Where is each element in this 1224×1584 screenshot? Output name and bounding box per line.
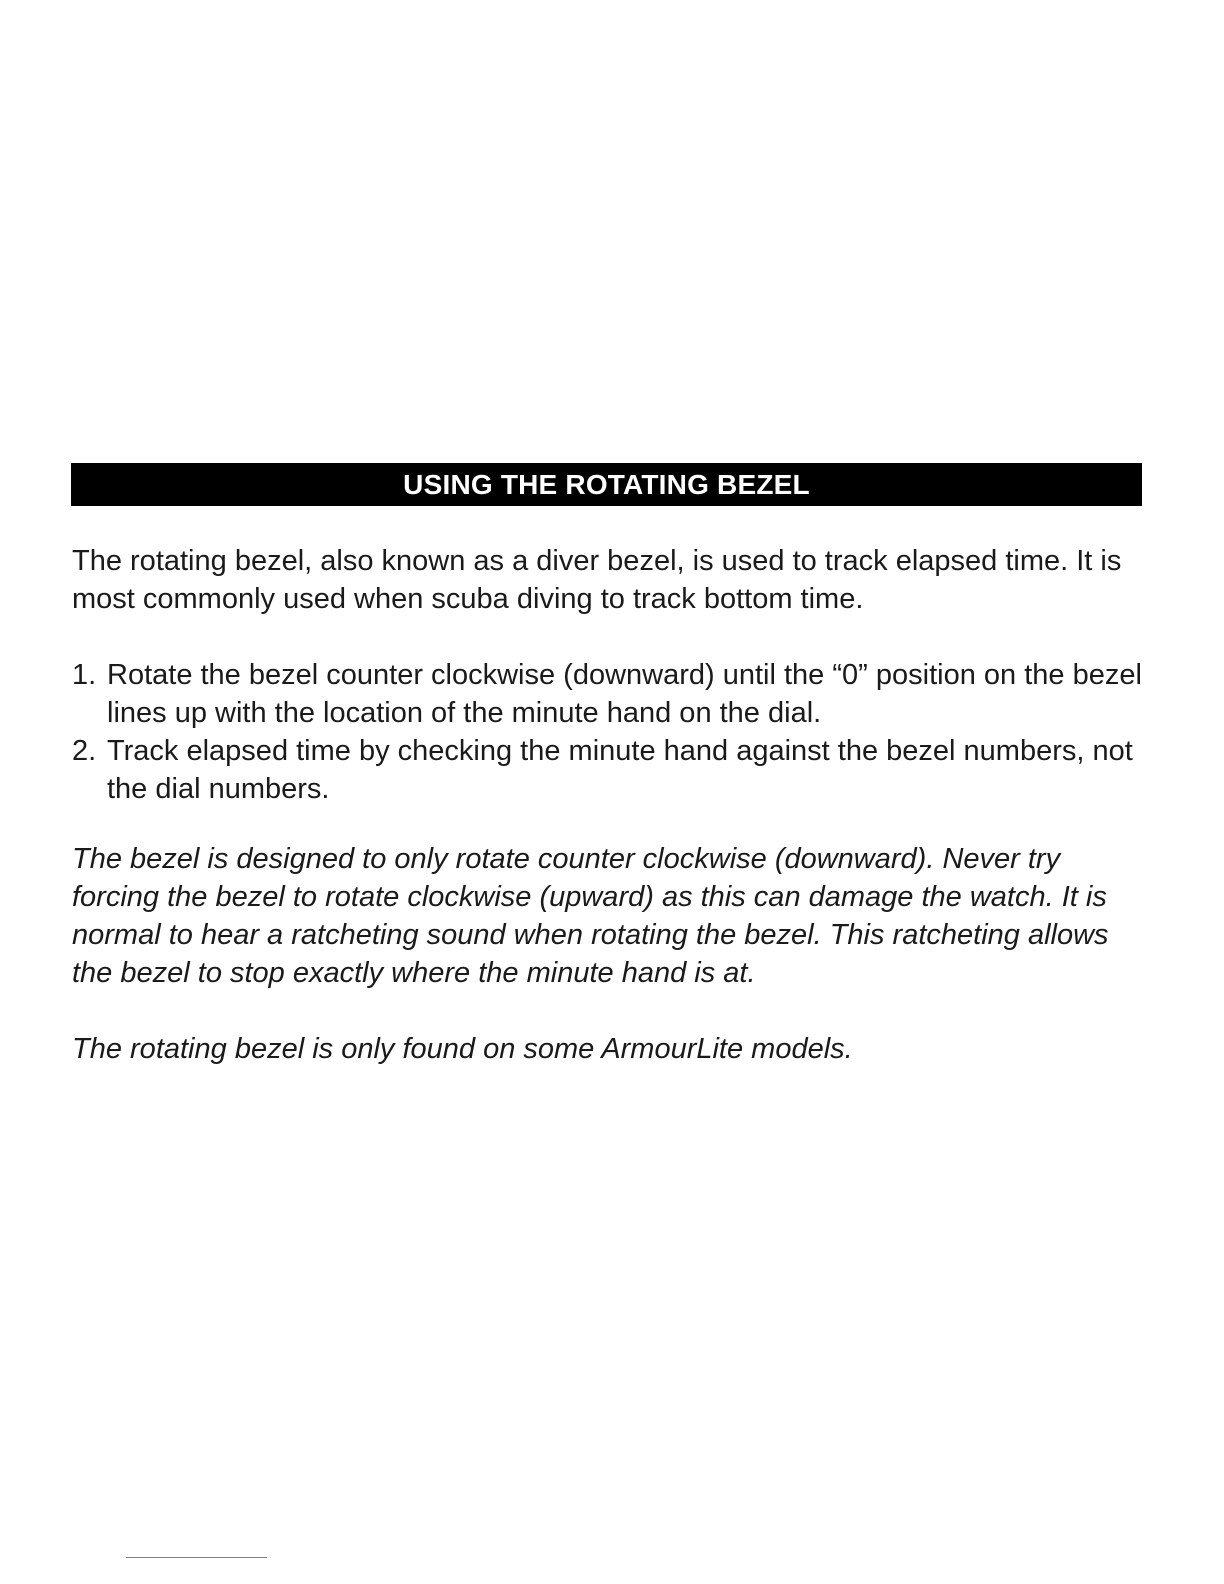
note-paragraph: The rotating bezel is only found on some ArmourLite models. (72, 1033, 853, 1065)
section-title: USING THE ROTATING BEZEL (403, 468, 810, 500)
footer-divider (126, 1557, 267, 1558)
step-text: Rotate the bezel counter clockwise (downward) until the “0” position on the bezel lines up with the location of the minute hand on the dial. (107, 659, 1142, 729)
step-item (72, 732, 1152, 808)
step-number: 1. (72, 659, 97, 691)
step-item (72, 656, 1152, 732)
section-header (71, 463, 1142, 506)
intro-paragraph: The rotating bezel, also known as a diver bezel, is used to track elapsed time. It is most commonly used when scuba diving to track bottom time. (72, 545, 1122, 615)
step-text: Track elapsed time by checking the minute hand against the bezel numbers, not the dial numbers. (107, 735, 1133, 805)
steps-list (72, 656, 1152, 808)
step-number: 2. (72, 735, 97, 767)
warning-paragraph: The bezel is designed to only rotate counter clockwise (downward). Never try forcing the bezel to rotate clockwise (upward) as this can damage the watch. It is normal to hear a ratcheting sound when rotating the bezel. This ratcheting allows the bezel to stop exactly where the minute hand is at. (72, 843, 1109, 989)
